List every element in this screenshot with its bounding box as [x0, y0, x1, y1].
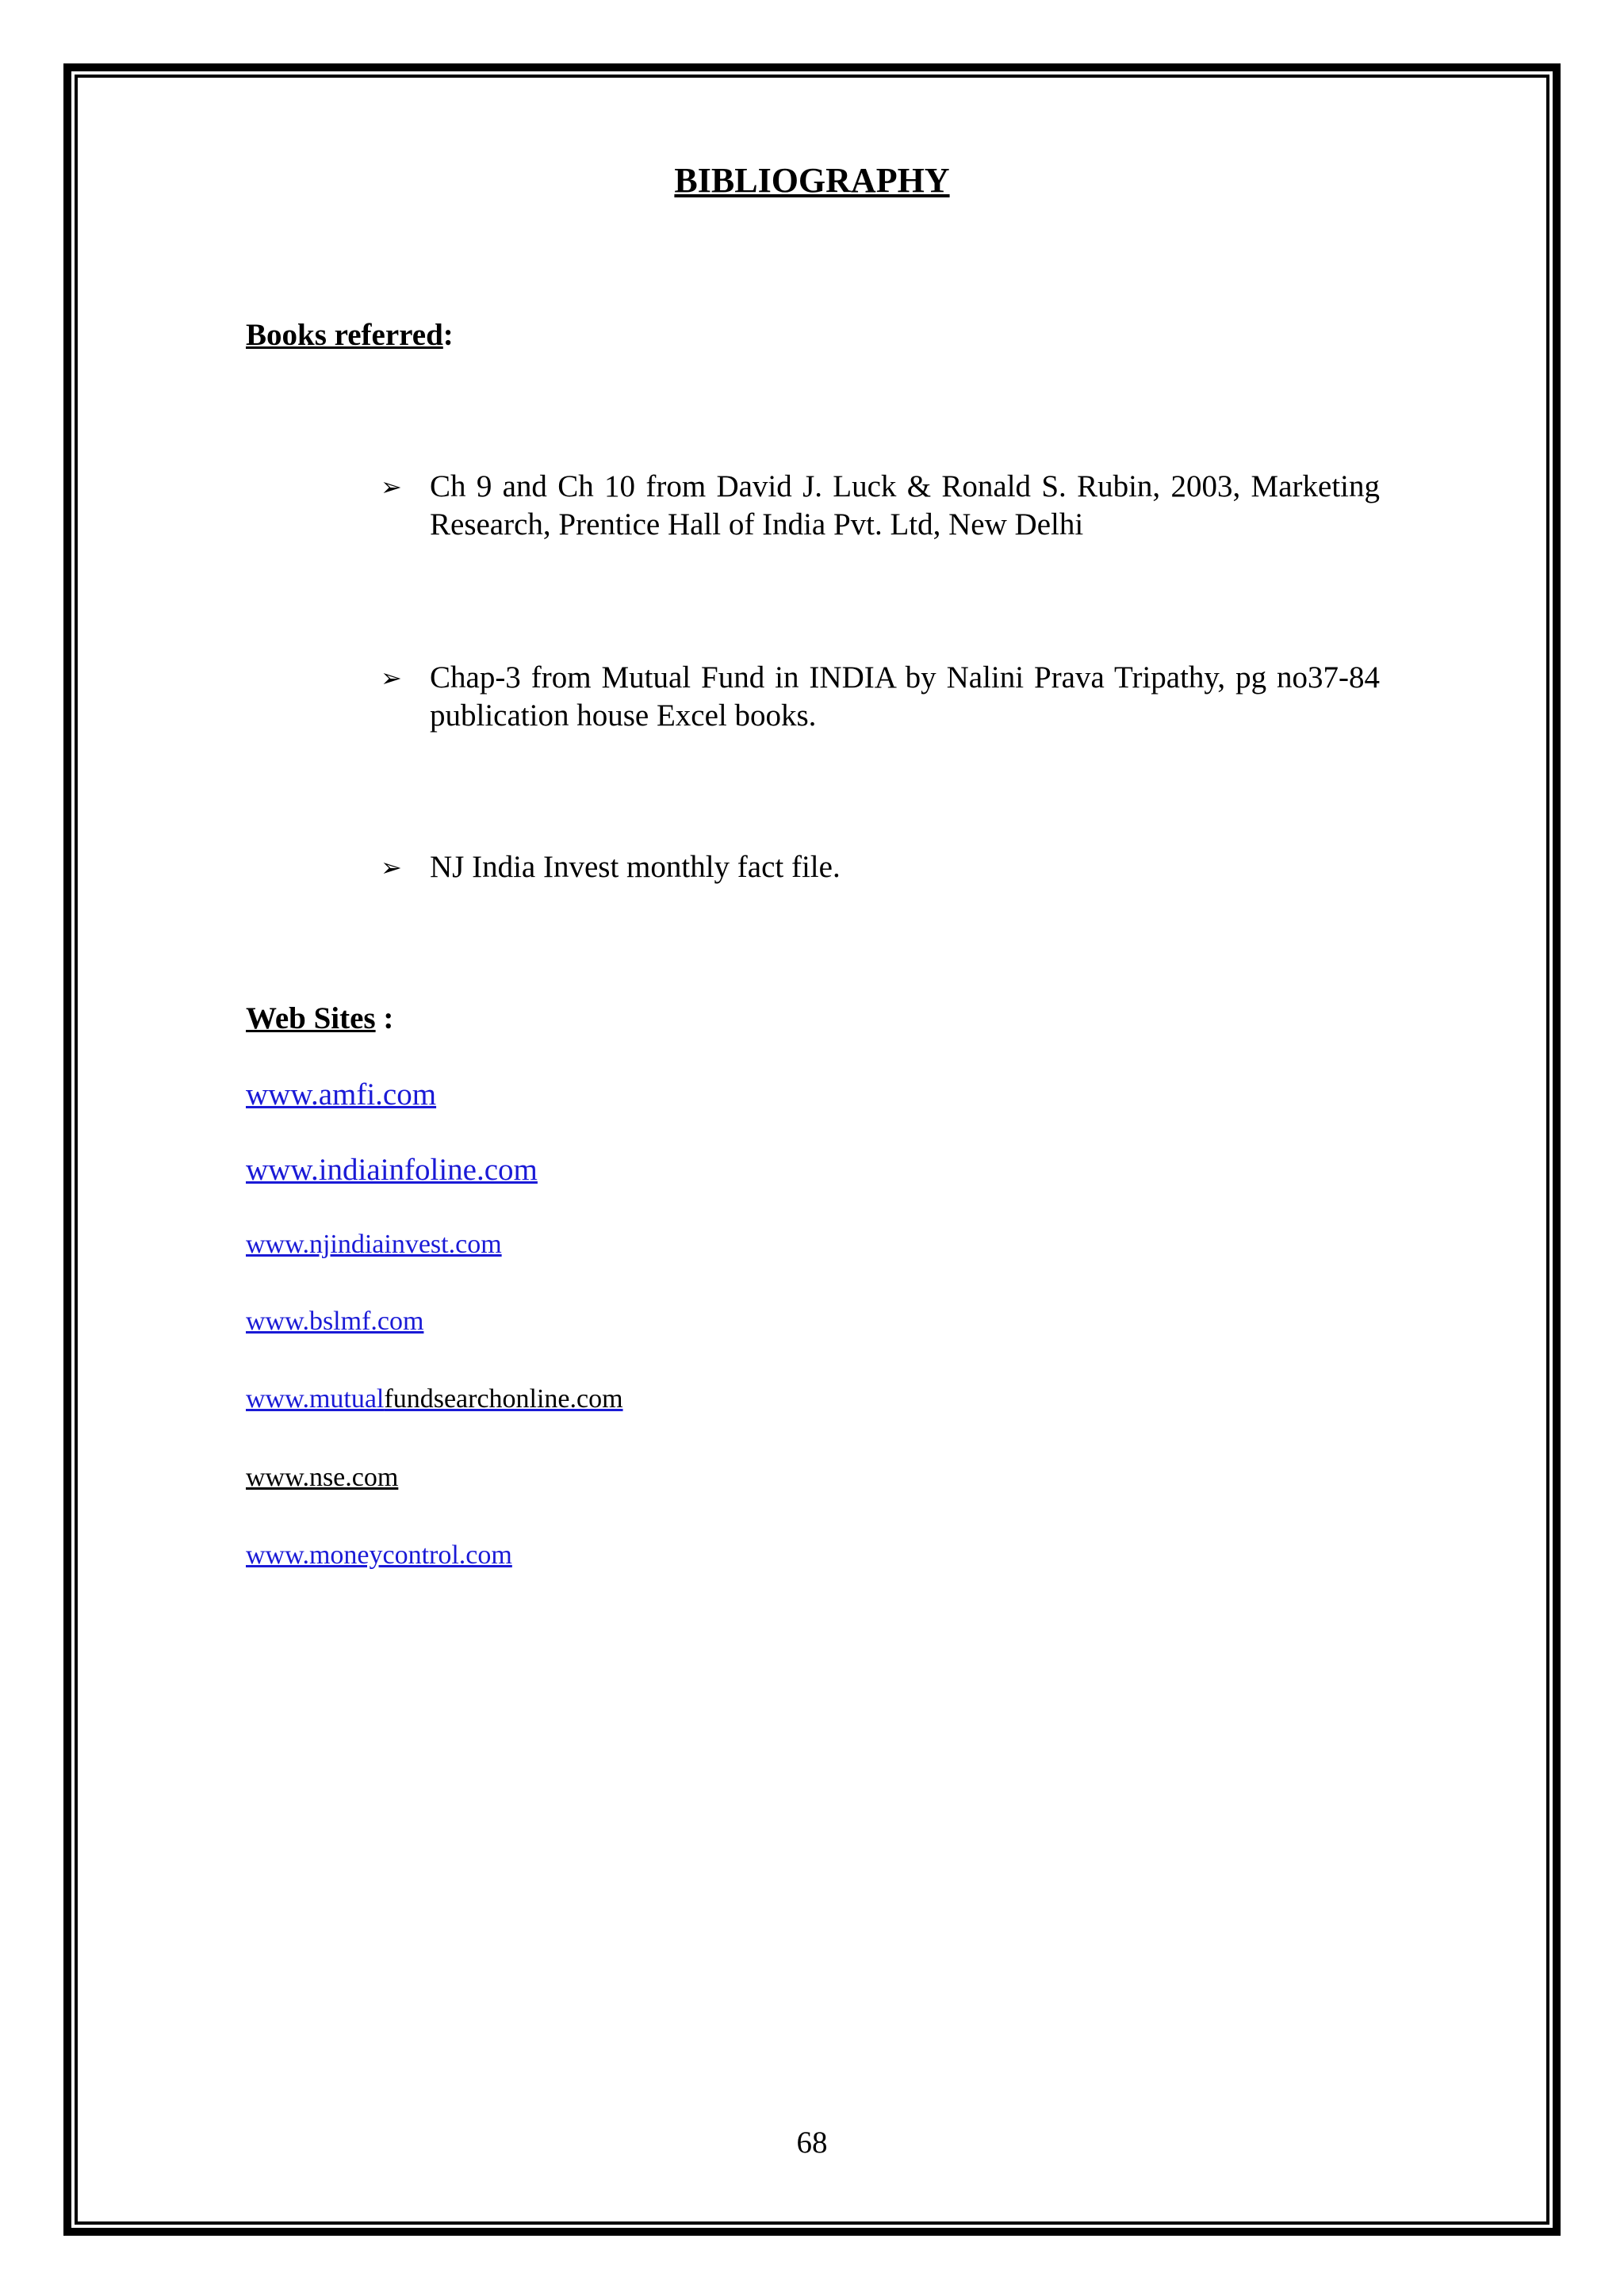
page-number: 68 [796, 2126, 828, 2160]
website-link-mutualfundsearchonline[interactable]: www.mutualfundsearchonline.com [246, 1384, 623, 1414]
website-link-bslmf[interactable]: www.bslmf.com [246, 1307, 424, 1336]
page-title: BIBLIOGRAPHY [674, 161, 950, 200]
books-heading: Books referred: [246, 318, 454, 352]
websites-heading: Web Sites : [246, 1001, 394, 1035]
book-item [381, 468, 1380, 544]
book-item-text: Ch 9 and Ch 10 from David J. Luck & Ronald S. Rubin, 2003, Marketing Research, Prentice Hall of India Pvt. Ltd, New Delhi [430, 469, 1380, 541]
arrow-bullet-icon: ➢ [381, 663, 402, 693]
website-link-nse[interactable]: www.nse.com [246, 1463, 399, 1492]
book-item [381, 848, 1380, 886]
book-item-text: NJ India Invest monthly fact file. [430, 850, 841, 884]
book-item-text: Chap-3 from Mutual Fund in INDIA by Nalini Prava Tripathy, pg no37-84 publication house Excel books. [430, 660, 1380, 733]
arrow-bullet-icon: ➢ [381, 472, 402, 502]
website-link-indiainfoline[interactable]: www.indiainfoline.com [246, 1153, 538, 1187]
website-link-njindiainvest[interactable]: www.njindiainvest.com [246, 1230, 502, 1259]
book-item [381, 659, 1380, 735]
website-link-amfi[interactable]: www.amfi.com [246, 1077, 437, 1112]
page-border-inner [75, 75, 1549, 2225]
website-link-moneycontrol[interactable]: www.moneycontrol.com [246, 1540, 512, 1570]
arrow-bullet-icon: ➢ [381, 852, 402, 882]
